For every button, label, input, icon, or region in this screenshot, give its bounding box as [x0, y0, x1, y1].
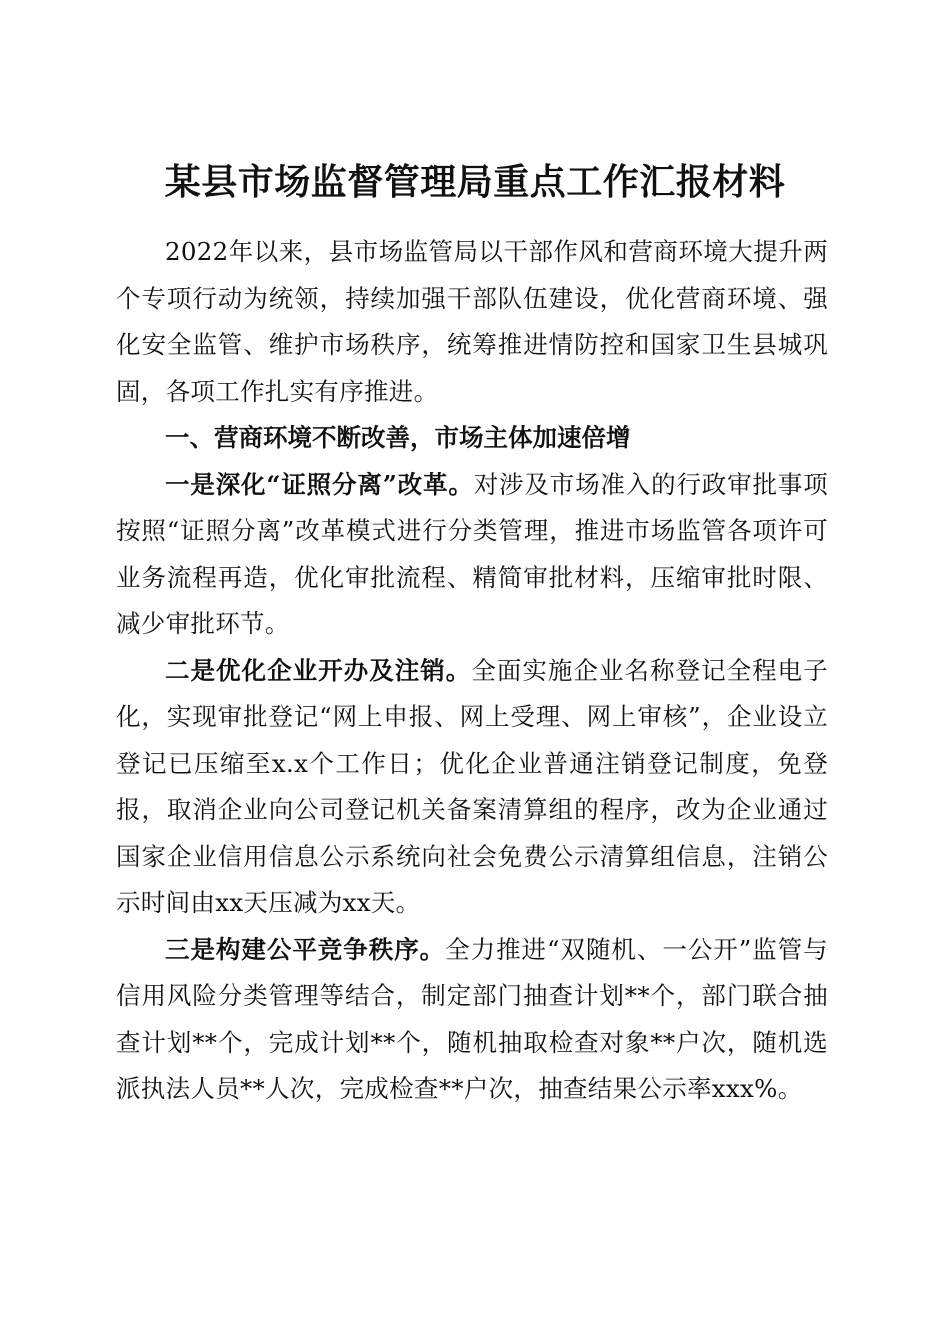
- item-text: 对涉及市场准入的行政审批事项按照“证照分离”改革模式进行分类管理，推进市场监管各项许可业务流程再造，优化审批流程、精简审批材料，压缩审批时限、减少审批环节。: [116, 469, 828, 638]
- item-lead: 二是优化企业开办及注销。: [165, 655, 472, 685]
- item-text: 全力推进“双随机、一公开”监管与信用风险分类管理等结合，制定部门抽查计划**个，部门联合抽查计划**个，完成计划**个，随机抽取检查对象**户次，随机选派执法人员**人次，完成检查**户次，抽查结果公示率xxx%。: [116, 934, 828, 1103]
- document-body: [116, 229, 828, 1113]
- section-heading: 一、营商环境不断改善，市场主体加速倍增: [165, 423, 631, 452]
- item-lead: 三是构建公平竞争秩序。: [165, 934, 446, 964]
- document-title: 某县市场监督管理局重点工作汇报材料: [164, 161, 786, 204]
- section-item-paragraph: [116, 648, 828, 927]
- section-item-paragraph: [116, 927, 828, 1113]
- intro-paragraph: 2022年以来，县市场监管局以干部作风和营商环境大提升两个专项行动为统领，持续加强干部队伍建设，优化营商环境、强化安全监管、维护市场秩序，统筹推进情防控和国家卫生县城巩固，各项工作扎实有序推进。: [116, 237, 828, 406]
- item-lead: 一是深化“证照分离”改革。: [165, 469, 474, 499]
- section-item-paragraph: [116, 462, 828, 648]
- item-text: 全面实施企业名称登记全程电子化，实现审批登记“网上申报、网上受理、网上审核”，企业设立登记已压缩至x.x个工作日；优化企业普通注销登记制度，免登报，取消企业向公司登记机关备案清算组的程序，改为企业通过国家企业信用信息公示系统向社会免费公示清算组信息，注销公示时间由xx天压减为xx天。: [116, 655, 828, 917]
